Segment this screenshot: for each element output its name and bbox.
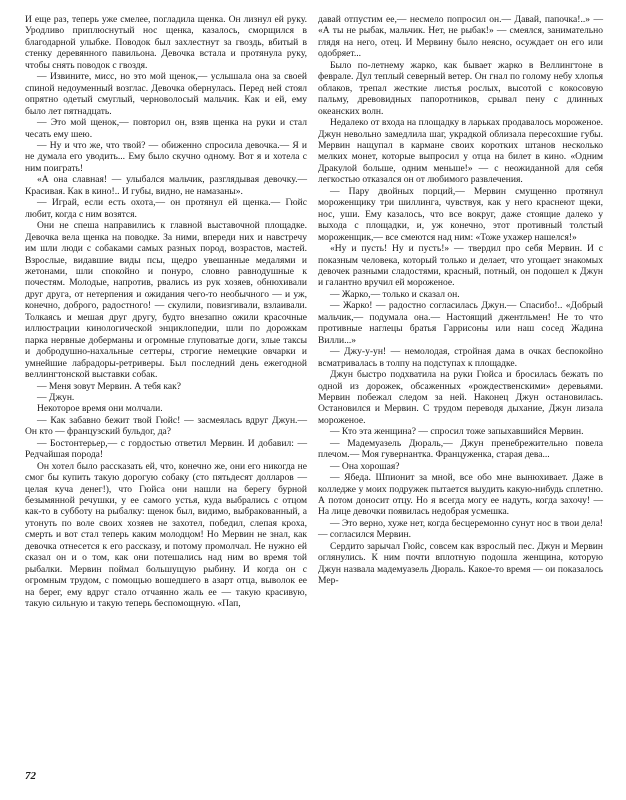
paragraph: — Она хорошая? — [330, 460, 400, 472]
paragraph: Они не спеша направились к главной выставочной площадке. Девочка вела щенка на поводке. За ними, впереди них и навстречу им шли люди с собаками самых разных пород, возрастов, мастей. Взрослые, видавшие виды псы, щедро увешанные медалями и жетонами, шли спокойно и понуро, словно равнодушные к почестям. Молодые, напротив, рвались из рук хозяев, обнюхивали друг друга, от нетерпения и ожидания чего-то необычного — и уж, конечно, доброго, радостного! — скулили, повизгивали, взлаивали. Толкаясь и мешая друг другу, будто внезапно ожили красочные иллюстрации кинологической энциклопедии, шли по дорожкам парка нервные доберманы и огромные глуповатые доги, злые таксы и добродушно-нахальные сеттеры, строгие немецкие овчарки и умнейшие лабрадоры-ретриверы. Был последний день ежегодной веллингтонской выставки собак. — [25, 220, 307, 381]
paragraph: — Жарко,— только и сказал он. — [330, 288, 460, 300]
paragraph: — Ябеда. Шпионит за мной, все обо мне вынюхивает. Даже в колледже у моих подружек пытается выудить какую-нибудь сплетню. А потом доносит отцу. Но я всегда могу ее надуть, когда захочу! — На лице девочки появилась недобрая усмешка. — [318, 472, 603, 518]
paragraph: — Мадемуазель Дюраль,— Джун пренебрежительно повела плечом.— Моя гувернантка. Француженка, старая дева... — [318, 437, 603, 461]
paragraph: Было по-летнему жарко, как бывает жарко в Веллингтоне в феврале. Дул теплый северный ветер. Он гнал по голому небу хлопья облаков, трепал жесткие листья рослых, высотой с кокосовую пальму, древовидных папоротников, срывал пену с длинных океанских волн. — [318, 59, 603, 117]
paragraph: — Пару двойных порций,— Мервин смущенно протянул мороженщику три шиллинга, чувствуя, как у него краснеют щеки, нос, уши. Ему казалось, что все вокруг, даже стоящие далеко у выхода с площадки, и, уж конечно, этот противный толстый мороженщик,— все смеются над ним: «Тоже ухажер нашелся!» — [318, 185, 603, 243]
paragraph: — Жарко! — радостно согласилась Джун.— Спасибо!.. «Добрый мальчик,— подумала она.— Настоящий джентльмен! Не то что противные наглецы братья Гаррисоны или наш сосед Жадина Вилли...» — [318, 300, 603, 346]
paragraph: — Джун. — [37, 391, 75, 403]
paragraph: — Играй, если есть охота,— он протянул ей щенка.— Гюйс любит, когда с ним возятся. — [25, 197, 307, 220]
paragraph: — Извините, мисс, но это мой щенок,— услышала она за своей спиной недоуменный возглас. Девочка обернулась. Перед ней стоял опрятно одетый смуглый, черноволосый мальчик. Как и ей, ему было лет пятнадцать. — [25, 71, 307, 117]
paragraph: Сердито зарычал Гюйс, совсем как взрослый пес. Джун и Мервин оглянулись. К ним почти вплотную подошла женщина, которую Джун назвала мадемуазель Дюраль. Какое-то время — ои показалось Мер- — [318, 540, 603, 587]
paragraph: — Это мой щенок,— повторил он, взяв щенка на руки и стал чесать ему шею. — [25, 117, 307, 140]
paragraph: «А она славная! — улыбался мальчик, разглядывая девочку.— Красивая. Как в кино!.. И губы, видно, не намазаны». — [25, 174, 307, 197]
paragraph: И еще раз, теперь уже смелее, погладила щенка. Он лизнул ей руку. Уродливо приплюснутый нос щенка, казалось, сморщился в благодарной улыбке. Поводок был захлестнут за гвоздь, вбитый в стенку деревянного павильона. Девочка встала и протянула руку, чтобы снять поводок с гвоздя. — [25, 14, 307, 71]
paragraph: — Кто эта женщина? — спросил тоже запыхавшийся Мервин. — [330, 426, 584, 438]
paragraph: Он хотел было рассказать ей, что, конечно же, они его никогда не смог бы купить такую дорогую собаку (сто пятьдесят долларов — целая куча денег!), что Гюйса они нашли на берегу бурной безымянной речушки, у ее самого устья, куда выбрались с отцом как-то в субботу на рыбалку: щенок был, видимо, выбракованный, а утонуть по воле своих хозяев не захотел, победил, слепая кроха, смерть и вот стал теперь каким молодцом! Но Мервин не знал, как девочка отнесется к его рассказу, и потому промолчал. Не нужно ей сказал он и о том, как они потешались над ним во время той рыбалки. Мервин поймал большущую рыбину. И когда он с огромным трудом, с помощью вошедшего в азарт отца, выволок ее на берег, ему вдруг стало отчаянно жаль ее — такую красивую, такую сильную и такую теперь беспомощную. «Пап, — [25, 460, 307, 610]
paragraph: Джун быстро подхватила на руки Гюйса и бросилась бежать по одной из дорожек, обсаженных «рождественскими» деревьями. Мервин побежал следом за ней. Наконец Джун остановилась. Остановился и Мервин. С трудом переводя дыхание, Джун лизала мороженое. — [318, 369, 603, 426]
paragraph: давай отпустим ее,— несмело попросил он.— Давай, папочка!..» — «А ты не рыбак, мальчик. Нет, не рыбак!» — смеялся, занимательно глядя на него, отец. И Мервину было неясно, осуждает он его или одобряет... — [318, 14, 603, 60]
paragraph: — Ну и что же, что твой? — обиженно спросила девочка.— Я и не думала его уводить... Ему было скучно одному. Вот я и хотела с ним поиграть! — [25, 139, 307, 174]
paragraph: — Как забавно бежит твой Гюйс! — засмеялась вдруг Джун.— Он кто — французский бульдог, да? — [25, 414, 307, 438]
left-text-column — [25, 14, 307, 610]
paragraph: «Ну и пусть! Ну и пусть!» — твердил про себя Мервин. И с показным человека, который только и делает, что угощает знакомых девочек разными сладостями, красный, потный, он подошел к Джун и галантно вручил ей мороженое. — [318, 243, 603, 289]
paragraph: — Меня зовут Мервин. А тебя как? — [37, 380, 181, 392]
paragraph: Недалеко от входа на площадку в ларьках продавалось мороженое. Джун невольно замедлила шаг, украдкой облизала пересохшие губы. Мервин нащупал в кармане своих коротких штанов несколько мелких монет, которые выпросил у отца на билет в кино. «Одним Дракулой больше, одним меньше!» — с неожиданной для себя легкостью отказался он от любимого развлечения. — [318, 117, 603, 186]
paragraph: — Джу-у-ун! — немолодая, стройная дама в очках беспокойно всматривалась в толпу на подступах к площадке. — [318, 346, 603, 369]
page-number: 72 — [25, 770, 36, 782]
paragraph: — Это верно, хуже нет, когда бесцеремонно сунут нос в твои дела! — согласился Мервин. — [318, 517, 603, 541]
paragraph: Некоторое время они молчали. — [37, 403, 163, 415]
paragraph: — Бостонтерьер,— с гордостью ответил Мервин. И добавил: — Редчайшая порода! — [25, 437, 307, 461]
right-text-column — [318, 14, 603, 587]
